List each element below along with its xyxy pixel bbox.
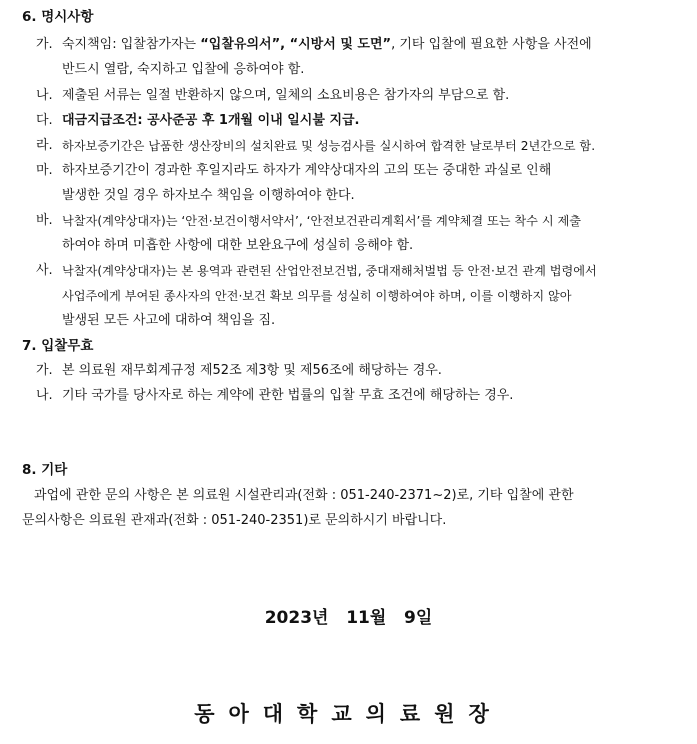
list-item-marker: 가. (36, 363, 53, 378)
list-item-marker: 마. (36, 163, 53, 178)
list-item-line: 낙찰자(계약상대자)는 ‘안전·보건이행서약서’, ‘안전보건관리계획서’를 계약체결 또는 착수 시 제출 (62, 214, 582, 228)
list-item-line: 발생된 모든 사고에 대하여 책임을 짐. (62, 313, 276, 328)
document-date: 2023년 11월 9일 (264, 608, 433, 628)
list-item-marker: 바. (36, 213, 53, 228)
list-item-text: 숙지책임: 입찰참가자는 (62, 37, 201, 52)
list-item-emphasis: “입찰유의서”, “시방서 및 도면” (200, 37, 392, 52)
list-item-line: 제출된 서류는 일절 반환하지 않으며, 일체의 소요비용은 참가자의 부담으로 함. (62, 88, 510, 103)
list-item-line: 사업주에게 부여된 종사자의 안전·보건 확보 의무를 성실히 이행하여야 하며, 이를 이행하지 않아 (62, 289, 572, 303)
payment-condition: 대금지급조건: 공사준공 후 1개월 이내 일시불 지급. (62, 113, 360, 128)
list-item-line: 하자보증기간은 납품한 생산장비의 설치완료 및 성능검사를 실시하여 합격한 날로부터 2년간으로 함. (62, 139, 596, 153)
list-item-marker: 다. (36, 113, 53, 128)
section-7-title: 7. 입찰무효 (22, 338, 94, 354)
list-item-line: 하여야 하며 미흡한 사항에 대한 보완요구에 성실히 응해야 함. (62, 238, 414, 253)
list-item-line: 발생한 것일 경우 하자보수 책임을 이행하여야 한다. (62, 188, 355, 203)
list-item-marker: 사. (36, 263, 53, 278)
list-item-line (62, 36, 592, 54)
contact-text: 과업에 관한 문의 사항은 본 의료원 시설관리과(전화 : 051-240-2371~2)로, 기타 입찰에 관한 (34, 488, 574, 503)
contact-text: 문의사항은 의료원 관재과(전화 : 051-240-2351)로 문의하시기 바랍니다. (22, 513, 447, 528)
list-item-line: 기타 국가를 당사자로 하는 계약에 관한 법률의 입찰 무효 조건에 해당하는 경우. (62, 388, 514, 403)
list-item-line: 반드시 열람, 숙지하고 입찰에 응하여야 함. (62, 62, 305, 77)
list-item-marker: 나. (36, 388, 53, 403)
list-item-marker: 라. (36, 138, 53, 153)
section-6-title: 6. 명시사항 (22, 9, 94, 25)
list-item-line: 낙찰자(계약상대자)는 본 용역과 관련된 산업안전보건법, 중대재해처벌법 등 안전·보건 관계 법령에서 (62, 264, 597, 278)
list-item-marker: 나. (36, 88, 53, 103)
list-item-line: 본 의료원 재무회계규정 제52조 제3항 및 제56조에 해당하는 경우. (62, 363, 442, 378)
list-item-line: 하자보증기간이 경과한 후일지라도 하자가 계약상대자의 고의 또는 중대한 과실로 인해 (62, 163, 552, 178)
list-item-text: , 기타 입찰에 필요한 사항을 사전에 (391, 37, 592, 52)
issuer-signature: 동아대학교의료원장 (194, 702, 503, 726)
list-item-marker: 가. (36, 37, 53, 52)
section-8-title: 8. 기타 (22, 462, 68, 478)
